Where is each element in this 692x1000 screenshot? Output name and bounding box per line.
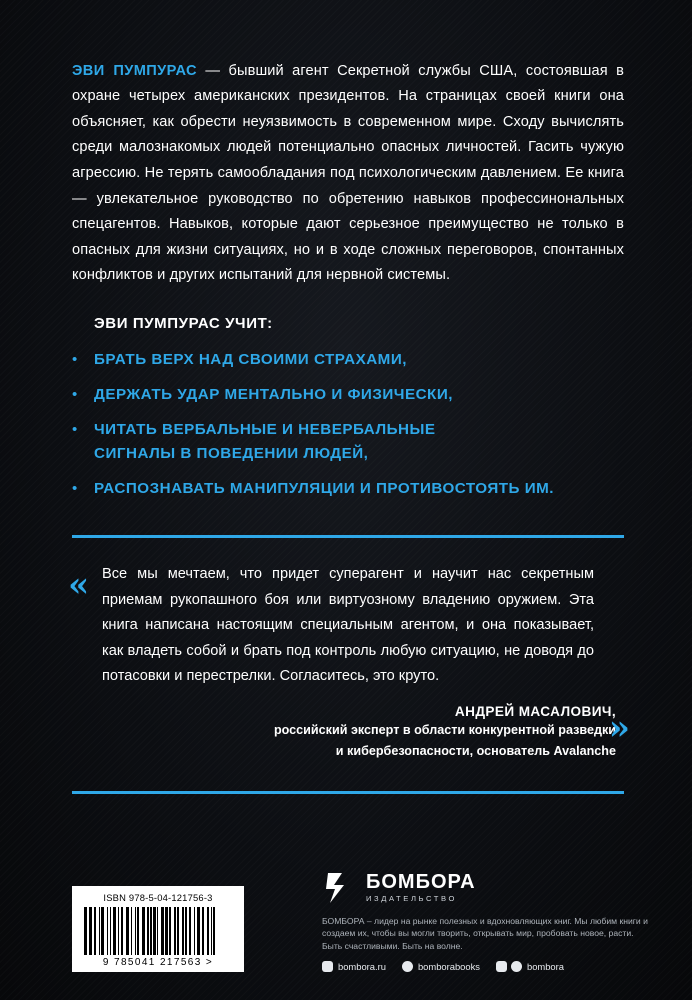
lead-body: — бывший агент Секретной службы США, состоявшая в охране четырех американских президентов. На страницах своей книги она объясняет, как обрести неуязвимость в современном мире. Сходу вычислять среди малознакомых людей потенциально опасных личностей. Гасить чужую агрессию. Не терять самообладания под психологическим давлением. Ее книга — увлекательное руководство по обретению навыков профессинональных спецагентов. Навыков, которые дают серьезное преимущество не только в опасных для жизни ситуациях, но и в ходе сложных переговоров, спонтанных конфликтов и других испытаний для нервной системы.: [72, 62, 624, 284]
cover-content: [68, 44, 652, 794]
publisher-description: БОМБОРА – лидер на рынке полезных и вдохновляющих книг. Мы любим книги и создаем их, чтобы вы могли творить, открывать мир, пробовать новое, расти. Быть счастливыми. Быть на волне.: [322, 915, 648, 951]
barcode-bars: [80, 907, 236, 955]
divider-bottom: [72, 791, 624, 794]
teaches-item-label: ДЕРЖАТЬ УДАР МЕНТАЛЬНО И ФИЗИЧЕСКИ,: [94, 385, 453, 403]
publisher-name: БОМБОРА: [366, 871, 476, 894]
isbn-label: ISBN 978-5-04-121756-3: [103, 892, 213, 903]
quote-close-icon: »: [608, 707, 630, 748]
publisher-name-group: [366, 872, 476, 903]
social-icon-pair: [496, 961, 522, 972]
cover-footer: [72, 871, 652, 972]
quote-author: АНДРЕЙ МАСАЛОВИЧ,: [454, 703, 616, 719]
quote-role-line2: и кибербезопасности, основатель Avalanche: [335, 743, 616, 758]
bullet-icon: •: [72, 479, 78, 497]
publisher-subtitle: ИЗДАТЕЛЬСТВО: [366, 894, 457, 904]
quote-block: [68, 562, 630, 761]
social-vk-telegram[interactable]: [496, 961, 564, 972]
quote-open-icon: «: [68, 564, 90, 605]
teaches-section: [72, 315, 624, 501]
teaches-item-label: РАСПОЗНАВАТЬ МАНИПУЛЯЦИИ И ПРОТИВОСТОЯТЬ ИМ.: [94, 479, 554, 497]
list-item: [72, 348, 624, 372]
teaches-item-label: БРАТЬ ВЕРХ НАД СВОИМИ СТРАХАМИ,: [94, 350, 407, 368]
quote-role-line1: российский эксперт в области конкурентной разведки: [273, 722, 616, 737]
social-label: bomborabooks: [417, 961, 480, 972]
divider-top: [72, 535, 624, 538]
author-name: ЭВИ ПУМПУРАС: [72, 62, 197, 79]
list-item: [72, 477, 624, 501]
quote-attribution: [72, 704, 624, 761]
bullet-icon: •: [72, 420, 78, 438]
bullet-icon: •: [72, 350, 78, 368]
telegram-icon: [511, 961, 522, 972]
social-facebook[interactable]: [402, 961, 480, 972]
bombora-logo-icon: [322, 871, 356, 905]
facebook-icon: [402, 961, 413, 972]
teaches-title: ЭВИ ПУМПУРАС УЧИТ:: [94, 314, 273, 332]
vk-icon: [496, 961, 507, 972]
list-item: [72, 383, 624, 407]
teaches-item-line1: ЧИТАТЬ ВЕРБАЛЬНЫЕ И НЕВЕРБАЛЬНЫЕ: [94, 420, 436, 438]
social-label: bombora: [526, 961, 564, 972]
barcode: [72, 886, 244, 972]
quote-text: Все мы мечтаем, что придет суперагент и научит нас секретным приемам рукопашного боя или виртуозному владению оружием. Эта книга написана настоящим специальным агентом, и она показывает, как владеть собой и брать под контроль любую ситуацию, не доводя до потасовки и перестрелки. Согласитесь, это круто.: [102, 565, 594, 685]
publisher-header: [322, 871, 652, 905]
instagram-icon: [322, 961, 333, 972]
social-instagram[interactable]: [322, 961, 386, 972]
teaches-item-label: [94, 418, 436, 466]
lead-paragraph: [72, 59, 624, 289]
teaches-item-line2: СИГНАЛЫ В ПОВЕДЕНИИ ЛЮДЕЙ,: [94, 444, 369, 462]
list-item: [72, 418, 624, 466]
publisher-block: [322, 871, 652, 972]
ean-digits: 9 785041 217563 >: [102, 957, 214, 968]
bullet-icon: •: [72, 385, 78, 403]
social-label: bombora.ru: [338, 961, 386, 972]
social-links: [322, 961, 652, 972]
